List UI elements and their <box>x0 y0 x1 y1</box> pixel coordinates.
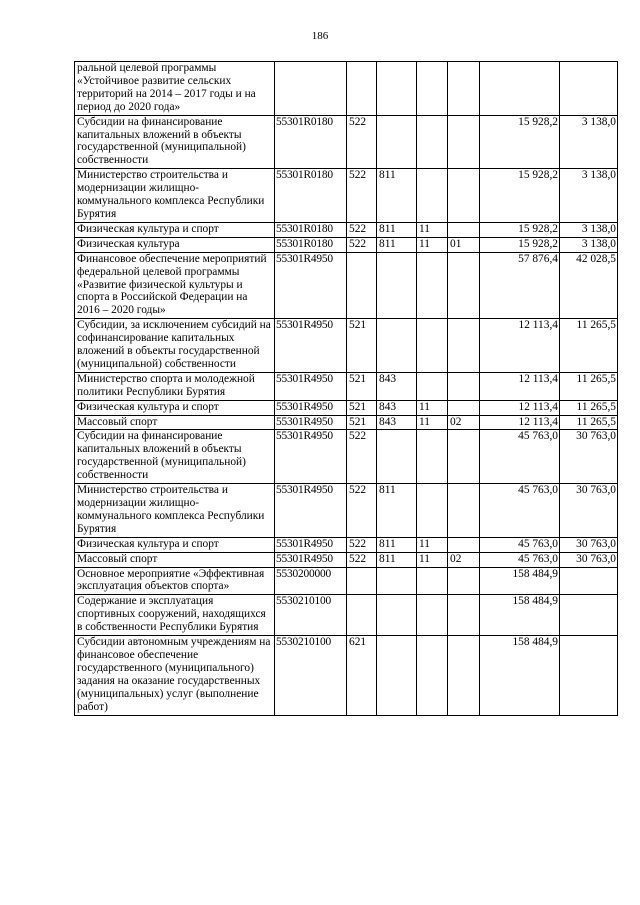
expense-type-cell: 522 <box>347 222 377 237</box>
amount-cell: 45 763,0 <box>480 552 560 567</box>
item-name-cell: Министерство строительства и модернизации жилищно-коммунального комплекса Республики Бурятия <box>75 169 275 223</box>
section-cell <box>417 372 448 400</box>
expense-type-cell: 521 <box>347 415 377 430</box>
subsection-cell <box>448 115 480 169</box>
subsection-cell <box>448 252 480 319</box>
section-cell <box>417 636 448 715</box>
table-row <box>75 636 618 715</box>
table-row <box>75 222 618 237</box>
expense-type-cell <box>347 567 377 595</box>
subsection-cell <box>448 62 480 116</box>
item-name-cell: Массовый спорт <box>75 415 275 430</box>
item-name-cell: Физическая культура и спорт <box>75 222 275 237</box>
subsection-cell <box>448 169 480 223</box>
ministry-code-cell: 843 <box>377 400 417 415</box>
ministry-code-cell: 811 <box>377 222 417 237</box>
subsection-cell: 02 <box>448 552 480 567</box>
amount-cell: 158 484,9 <box>480 567 560 595</box>
federal-amount-cell: 3 138,0 <box>560 222 618 237</box>
federal-amount-cell: 3 138,0 <box>560 237 618 252</box>
target-code-cell: 55301R4950 <box>275 537 347 552</box>
table-row <box>75 115 618 169</box>
amount-cell: 158 484,9 <box>480 636 560 715</box>
item-name-cell: Массовый спорт <box>75 552 275 567</box>
section-cell <box>417 62 448 116</box>
subsection-cell <box>448 430 480 484</box>
ministry-code-cell: 811 <box>377 237 417 252</box>
ministry-code-cell <box>377 319 417 373</box>
federal-amount-cell: 11 265,5 <box>560 372 618 400</box>
section-cell: 11 <box>417 400 448 415</box>
item-name-cell: Физическая культура и спорт <box>75 537 275 552</box>
subsection-cell: 01 <box>448 237 480 252</box>
table-row <box>75 62 618 116</box>
target-code-cell: 55301R4950 <box>275 415 347 430</box>
table-row <box>75 237 618 252</box>
target-code-cell: 55301R4950 <box>275 252 347 319</box>
table-row <box>75 537 618 552</box>
item-name-cell: Министерство строительства и модернизации жилищно-коммунального комплекса Республики Бурятия <box>75 484 275 538</box>
expense-type-cell: 522 <box>347 484 377 538</box>
expense-type-cell <box>347 62 377 116</box>
amount-cell: 12 113,4 <box>480 415 560 430</box>
expense-type-cell: 522 <box>347 537 377 552</box>
subsection-cell <box>448 319 480 373</box>
ministry-code-cell: 811 <box>377 169 417 223</box>
item-name-cell: Субсидии на финансирование капитальных вложений в объекты государственной (муниципальной) собственности <box>75 430 275 484</box>
section-cell <box>417 430 448 484</box>
section-cell <box>417 567 448 595</box>
ministry-code-cell: 811 <box>377 537 417 552</box>
target-code-cell: 55301R4950 <box>275 430 347 484</box>
table-row <box>75 552 618 567</box>
amount-cell: 15 928,2 <box>480 237 560 252</box>
ministry-code-cell: 811 <box>377 484 417 538</box>
amount-cell: 15 928,2 <box>480 222 560 237</box>
item-name-cell: Субсидии на финансирование капитальных вложений в объекты государственной (муниципальной) собственности <box>75 115 275 169</box>
section-cell <box>417 319 448 373</box>
expense-type-cell: 522 <box>347 552 377 567</box>
amount-cell: 158 484,9 <box>480 595 560 636</box>
amount-cell: 12 113,4 <box>480 400 560 415</box>
item-name-cell: Субсидии автономным учреждениям на финансовое обеспечение государственного (муниципального) задания на оказание государственных (муниципальных) услуг (выполнение работ) <box>75 636 275 715</box>
ministry-code-cell: 843 <box>377 415 417 430</box>
expense-type-cell: 522 <box>347 430 377 484</box>
amount-cell: 45 763,0 <box>480 484 560 538</box>
target-code-cell: 55301R0180 <box>275 222 347 237</box>
subsection-cell <box>448 484 480 538</box>
target-code-cell: 55301R4950 <box>275 400 347 415</box>
federal-amount-cell: 30 763,0 <box>560 552 618 567</box>
expense-type-cell: 522 <box>347 169 377 223</box>
subsection-cell <box>448 537 480 552</box>
section-cell: 11 <box>417 552 448 567</box>
amount-cell: 12 113,4 <box>480 372 560 400</box>
item-name-cell: Физическая культура <box>75 237 275 252</box>
subsection-cell <box>448 400 480 415</box>
section-cell <box>417 115 448 169</box>
amount-cell: 57 876,4 <box>480 252 560 319</box>
table-row <box>75 372 618 400</box>
amount-cell: 45 763,0 <box>480 537 560 552</box>
amount-cell: 12 113,4 <box>480 319 560 373</box>
ministry-code-cell <box>377 430 417 484</box>
ministry-code-cell <box>377 595 417 636</box>
budget-table <box>74 61 618 716</box>
section-cell: 11 <box>417 537 448 552</box>
federal-amount-cell: 3 138,0 <box>560 169 618 223</box>
item-name-cell: Министерство спорта и молодежной политики Республики Бурятия <box>75 372 275 400</box>
target-code-cell: 55301R0180 <box>275 169 347 223</box>
target-code-cell <box>275 62 347 116</box>
ministry-code-cell <box>377 567 417 595</box>
target-code-cell: 5530210100 <box>275 595 347 636</box>
amount-cell: 45 763,0 <box>480 430 560 484</box>
target-code-cell: 55301R0180 <box>275 115 347 169</box>
table-row <box>75 430 618 484</box>
item-name-cell: Физическая культура и спорт <box>75 400 275 415</box>
federal-amount-cell: 3 138,0 <box>560 115 618 169</box>
section-cell <box>417 169 448 223</box>
expense-type-cell: 521 <box>347 319 377 373</box>
expense-type-cell: 521 <box>347 400 377 415</box>
ministry-code-cell <box>377 636 417 715</box>
table-row <box>75 252 618 319</box>
subsection-cell <box>448 595 480 636</box>
federal-amount-cell: 11 265,5 <box>560 400 618 415</box>
ministry-code-cell <box>377 252 417 319</box>
target-code-cell: 55301R0180 <box>275 237 347 252</box>
ministry-code-cell <box>377 62 417 116</box>
ministry-code-cell: 843 <box>377 372 417 400</box>
subsection-cell: 02 <box>448 415 480 430</box>
subsection-cell <box>448 372 480 400</box>
table-row <box>75 484 618 538</box>
federal-amount-cell <box>560 567 618 595</box>
ministry-code-cell <box>377 115 417 169</box>
target-code-cell: 55301R4950 <box>275 552 347 567</box>
federal-amount-cell <box>560 636 618 715</box>
federal-amount-cell <box>560 62 618 116</box>
item-name-cell: ральной целевой программы «Устойчивое развитие сельских территорий на 2014 – 2017 годы и на период до 2020 года» <box>75 62 275 116</box>
item-name-cell: Финансовое обеспечение мероприятий федеральной целевой программы «Развитие физической культуры и спорта в Российской Федерации на 2016 – 2020 годы» <box>75 252 275 319</box>
expense-type-cell: 522 <box>347 115 377 169</box>
amount-cell: 15 928,2 <box>480 169 560 223</box>
item-name-cell: Основное мероприятие «Эффективная эксплуатация объектов спорта» <box>75 567 275 595</box>
target-code-cell: 55301R4950 <box>275 319 347 373</box>
table-body <box>75 62 618 716</box>
subsection-cell <box>448 636 480 715</box>
target-code-cell: 55301R4950 <box>275 372 347 400</box>
section-cell <box>417 484 448 538</box>
target-code-cell: 5530200000 <box>275 567 347 595</box>
federal-amount-cell: 42 028,5 <box>560 252 618 319</box>
ministry-code-cell: 811 <box>377 552 417 567</box>
target-code-cell: 5530210100 <box>275 636 347 715</box>
amount-cell: 15 928,2 <box>480 115 560 169</box>
amount-cell <box>480 62 560 116</box>
table-row <box>75 400 618 415</box>
section-cell: 11 <box>417 415 448 430</box>
expense-type-cell <box>347 595 377 636</box>
section-cell: 11 <box>417 222 448 237</box>
table-row <box>75 319 618 373</box>
federal-amount-cell: 30 763,0 <box>560 537 618 552</box>
table-row <box>75 595 618 636</box>
target-code-cell: 55301R4950 <box>275 484 347 538</box>
table-row <box>75 415 618 430</box>
table-row <box>75 169 618 223</box>
section-cell <box>417 252 448 319</box>
item-name-cell: Субсидии, за исключением субсидий на софинансирование капитальных вложений в объекты государственной (муниципальной) собственности <box>75 319 275 373</box>
subsection-cell <box>448 222 480 237</box>
subsection-cell <box>448 567 480 595</box>
federal-amount-cell: 11 265,5 <box>560 415 618 430</box>
expense-type-cell <box>347 252 377 319</box>
section-cell <box>417 595 448 636</box>
section-cell: 11 <box>417 237 448 252</box>
federal-amount-cell: 11 265,5 <box>560 319 618 373</box>
expense-type-cell: 522 <box>347 237 377 252</box>
federal-amount-cell: 30 763,0 <box>560 430 618 484</box>
page-number: 186 <box>311 30 329 42</box>
item-name-cell: Содержание и эксплуатация спортивных сооружений, находящихся в собственности Республики Бурятия <box>75 595 275 636</box>
table-row <box>75 567 618 595</box>
federal-amount-cell <box>560 595 618 636</box>
federal-amount-cell: 30 763,0 <box>560 484 618 538</box>
expense-type-cell: 521 <box>347 372 377 400</box>
expense-type-cell: 621 <box>347 636 377 715</box>
